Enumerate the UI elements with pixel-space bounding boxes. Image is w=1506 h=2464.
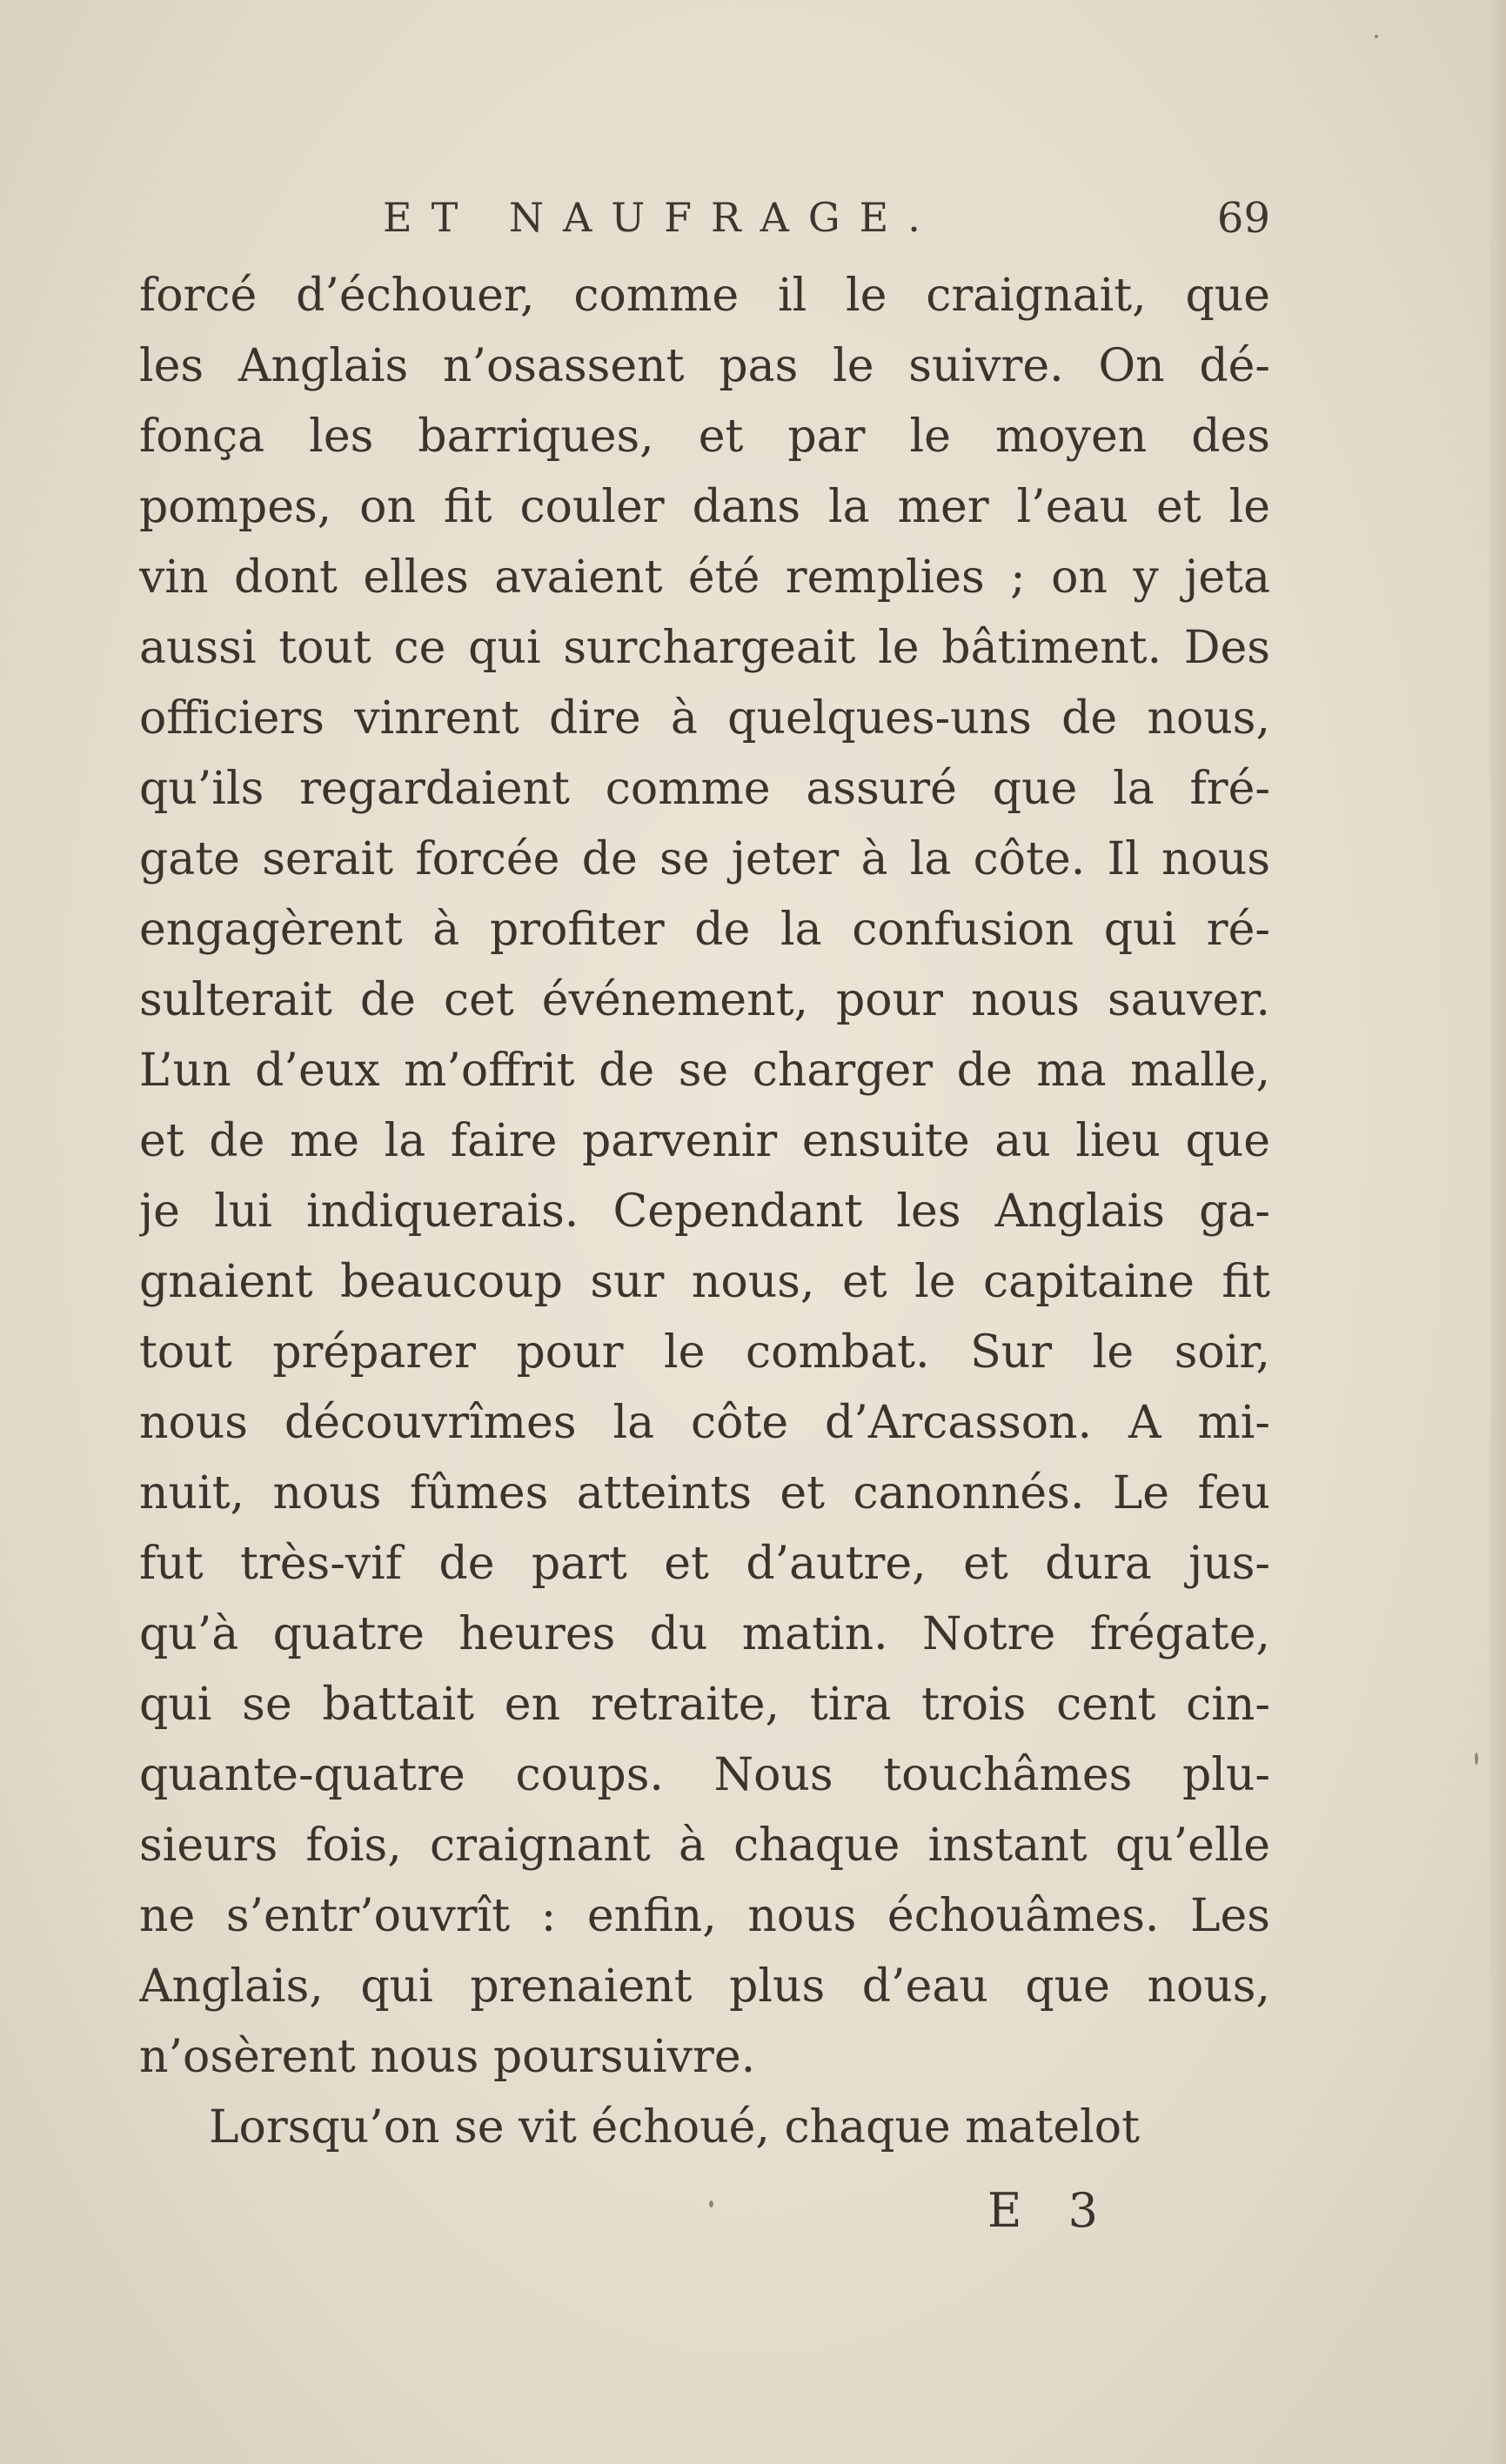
- paper-speck: [1375, 35, 1378, 38]
- text-line: aussi tout ce qui surchargeait le bâtiment. Des: [139, 622, 1270, 674]
- page-header: [139, 187, 1270, 257]
- text-line: qu’à quatre heures du matin. Notre frégate,: [139, 1608, 1270, 1660]
- paragraph: [139, 2093, 1270, 2163]
- page-number: 69: [1216, 194, 1270, 243]
- paper-speck: [709, 2200, 713, 2207]
- text-line: Anglais, qui prenaient plus d’eau que nous,: [139, 1960, 1270, 2013]
- text-line: gate serait forcée de se jeter à la côte. Il nous: [139, 833, 1270, 885]
- text-line: quante-quatre coups. Nous touchâmes plu-: [139, 1749, 1270, 1801]
- text-line: fut très-vif de part et d’autre, et dura jus-: [139, 1538, 1270, 1590]
- signature-mark: E 3: [987, 2183, 1114, 2238]
- text-line: sieurs fois, craignant à chaque instant qu’elle: [139, 1820, 1270, 1872]
- page-edge: [1490, 0, 1506, 2464]
- text-line: nous découvrîmes la côte d’Arcasson. A mi-: [139, 1397, 1270, 1449]
- text-line: forcé d’échouer, comme il le craignait, que: [139, 270, 1270, 322]
- text-line: officiers vinrent dire à quelques-uns de nous,: [139, 692, 1270, 745]
- text-line: qui se battait en retraite, tira trois cent cin-: [139, 1679, 1270, 1731]
- text-line: ne s’entr’ouvrît : enfin, nous échouâmes. Les: [139, 1890, 1270, 1942]
- text-line: qu’ils regardaient comme assuré que la fré-: [139, 763, 1270, 815]
- running-head: ET NAUFRAGE.: [383, 194, 940, 241]
- body-text: [139, 261, 1270, 2163]
- text-line: gnaient beaucoup sur nous, et le capitaine fit: [139, 1256, 1270, 1308]
- text-line: je lui indiquerais. Cependant les Anglais ga-: [139, 1185, 1270, 1238]
- text-line: fonça les barriques, et par le moyen des: [139, 411, 1270, 463]
- text-line: engagèrent à profiter de la confusion qui ré-: [139, 904, 1270, 956]
- text-line: n’osèrent nous poursuivre.: [139, 2031, 756, 2083]
- text-line: pompes, on fit couler dans la mer l’eau et le: [139, 481, 1270, 533]
- text-line: et de me la faire parvenir ensuite au lieu que: [139, 1115, 1270, 1167]
- text-line: les Anglais n’osassent pas le suivre. On dé-: [139, 340, 1270, 392]
- text-line: Lorsqu’on se vit échoué, chaque matelot: [209, 2101, 1140, 2153]
- text-line: tout préparer pour le combat. Sur le soir,: [139, 1326, 1270, 1379]
- text-line: nuit, nous fûmes atteints et canonnés. Le feu: [139, 1467, 1270, 1519]
- paper-speck: [1475, 1753, 1478, 1765]
- paragraph: [139, 261, 1270, 2093]
- text-line: vin dont elles avaient été remplies ; on y jeta: [139, 551, 1270, 604]
- text-line: sulterait de cet événement, pour nous sauver.: [139, 974, 1270, 1026]
- text-line: L’un d’eux m’offrit de se charger de ma malle,: [139, 1045, 1270, 1097]
